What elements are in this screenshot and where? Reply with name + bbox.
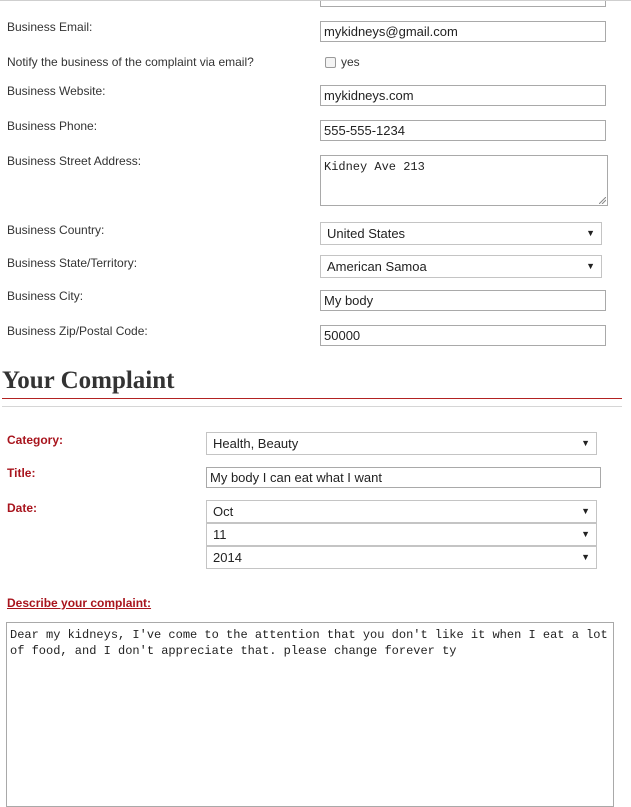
business-city-field[interactable]: My body <box>320 290 606 311</box>
business-country-select[interactable] <box>320 222 602 245</box>
dropdown-arrow-icon: ▼ <box>581 438 590 448</box>
business-street-text: Kidney Ave 213 <box>324 160 425 174</box>
date-year-select[interactable] <box>206 546 597 569</box>
describe-complaint-label: Describe your complaint: <box>7 596 152 610</box>
business-name-field-partial[interactable] <box>320 0 606 7</box>
business-city-label: Business City: <box>7 289 84 303</box>
business-street-textarea[interactable] <box>320 155 608 206</box>
business-email-label: Business Email: <box>7 20 93 34</box>
title-label: Title: <box>7 466 36 480</box>
business-website-label: Business Website: <box>7 84 106 98</box>
section-rule-grey <box>2 406 622 407</box>
business-state-value: American Samoa <box>327 259 427 274</box>
date-month-value: Oct <box>213 504 234 519</box>
date-label: Date: <box>7 501 38 515</box>
business-state-label: Business State/Territory: <box>7 256 138 270</box>
describe-complaint-text: Dear my kidneys, I've come to the attention that you don't like it when I eat a lot of food, and I don't appreciate that. please change forever ty <box>10 628 608 658</box>
notify-option-label: yes <box>341 55 360 69</box>
title-field[interactable]: My body I can eat what I want <box>206 467 601 488</box>
business-zip-label: Business Zip/Postal Code: <box>7 324 148 338</box>
dropdown-arrow-icon: ▼ <box>586 261 595 271</box>
notify-checkbox[interactable] <box>325 57 336 68</box>
notify-label: Notify the business of the complaint via email? <box>7 55 254 69</box>
business-phone-label: Business Phone: <box>7 119 98 133</box>
date-day-value: 11 <box>213 527 227 542</box>
business-phone-field[interactable]: 555-555-1234 <box>320 120 606 141</box>
date-year-value: 2014 <box>213 550 242 565</box>
resize-grip-icon[interactable] <box>599 197 606 204</box>
business-zip-field[interactable]: 50000 <box>320 325 606 346</box>
dropdown-arrow-icon: ▼ <box>581 552 590 562</box>
dropdown-arrow-icon: ▼ <box>586 228 595 238</box>
dropdown-arrow-icon: ▼ <box>581 529 590 539</box>
date-day-select[interactable] <box>206 523 597 546</box>
section-rule-red <box>2 398 622 399</box>
category-value: Health, Beauty <box>213 436 299 451</box>
business-street-label: Business Street Address: <box>7 154 142 168</box>
business-email-field[interactable]: mykidneys@gmail.com <box>320 21 606 42</box>
date-month-select[interactable] <box>206 500 597 523</box>
business-state-select[interactable] <box>320 255 602 278</box>
category-select[interactable] <box>206 432 597 455</box>
describe-complaint-textarea[interactable] <box>6 622 614 807</box>
category-label: Category: <box>7 433 64 447</box>
business-website-field[interactable]: mykidneys.com <box>320 85 606 106</box>
business-country-label: Business Country: <box>7 223 105 237</box>
top-divider <box>0 0 631 1</box>
business-country-value: United States <box>327 226 406 241</box>
dropdown-arrow-icon: ▼ <box>581 506 590 516</box>
section-heading-your-complaint: Your Complaint <box>2 367 175 394</box>
